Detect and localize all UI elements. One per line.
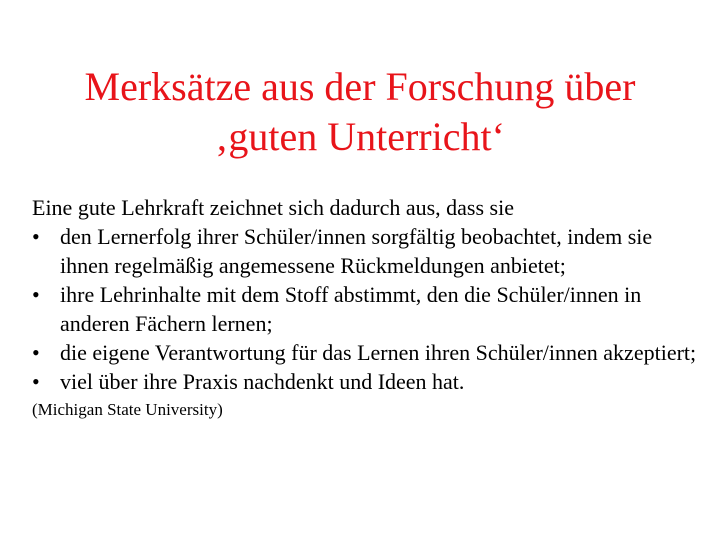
intro-text: Eine gute Lehrkraft zeichnet sich dadurch aus, dass sie	[32, 195, 514, 220]
list-item	[32, 280, 702, 338]
list-item-text: den Lernerfolg ihrer Schüler/innen sorgfältig beobachtet, indem sie ihnen regelmäßig angemessene Rückmeldungen anbietet;	[60, 224, 653, 278]
slide-title	[0, 62, 720, 162]
title-line-1: Merksätze aus der Forschung über	[84, 64, 636, 109]
bullet-icon: •	[32, 282, 40, 307]
source-citation: (Michigan State University)	[32, 400, 223, 419]
list-item	[32, 367, 702, 396]
bullet-icon: •	[32, 224, 40, 249]
bullet-icon: •	[32, 369, 40, 394]
list-item-text: viel über ihre Praxis nachdenkt und Ideen hat.	[60, 369, 465, 394]
list-item	[32, 222, 702, 280]
list-item-text: die eigene Verantwortung für das Lernen ihren Schüler/innen akzeptiert;	[60, 340, 697, 365]
bullet-icon: •	[32, 340, 40, 365]
bullet-list	[32, 222, 702, 396]
title-line-2: ‚guten Unterricht‘	[215, 114, 505, 159]
list-item	[32, 338, 702, 367]
slide-body	[32, 193, 702, 421]
list-item-text: ihre Lehrinhalte mit dem Stoff abstimmt, den die Schüler/innen in anderen Fächern lernen;	[60, 282, 642, 336]
